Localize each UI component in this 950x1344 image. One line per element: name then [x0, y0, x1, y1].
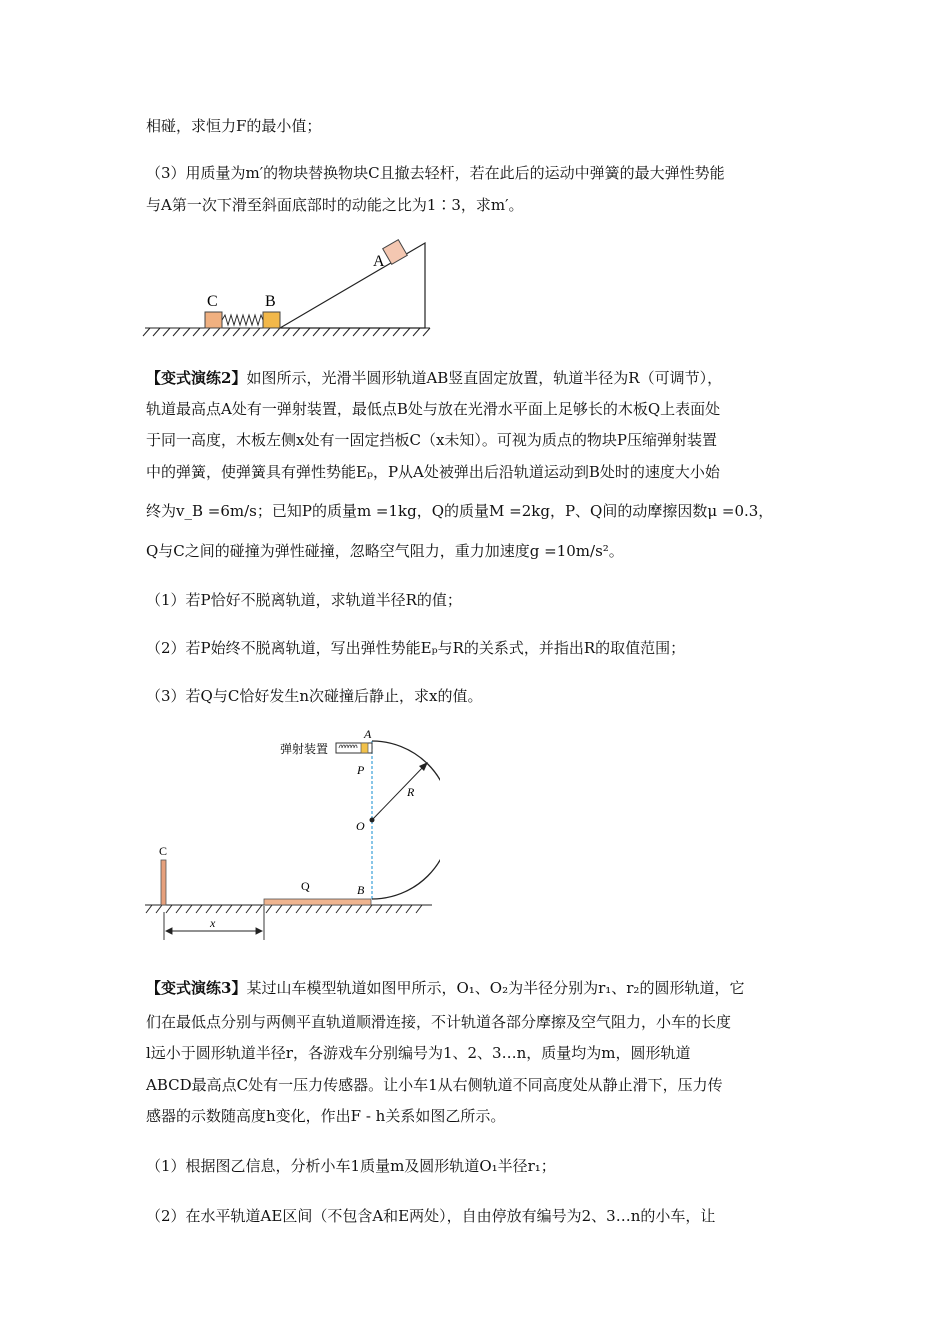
semicircle-track: [372, 741, 440, 899]
variant2-question-2: （2）若P始终不脱离轨道，写出弹性势能Eₚ与R的关系式，并指出R的取值范围；: [146, 639, 686, 657]
ground-hatching: [145, 905, 432, 913]
variant2-line5: 终为v_B =6m/s；已知P的质量m =1kg，Q的质量M =2kg，P、Q间的动摩擦因数μ =0.3，: [146, 502, 774, 520]
label-c: C: [159, 844, 168, 858]
ground-hatching: [143, 328, 430, 336]
variant3-line2: 们在最低点分别与两侧平直轨道顺滑连接，不计轨道各部分摩擦及空气阻力，小车的长度: [146, 1013, 732, 1031]
variant3-heading: 【变式演练3】: [146, 979, 247, 997]
variant3-question-1: （1）根据图乙信息，分析小车1质量m及圆形轨道O₁半径r₁；: [146, 1157, 556, 1175]
variant3-line3: l远小于圆形轨道半径r，各游戏车分别编号为1、2、3…n，质量均为m，圆形轨道: [146, 1044, 691, 1062]
variant3-line4: ABCD最高点C处有一压力传感器。让小车1从右侧轨道不同高度处从静止滑下，压力传: [146, 1076, 723, 1094]
variant2-heading: 【变式演练2】: [146, 369, 247, 387]
label-a: A: [373, 253, 385, 270]
variant2-line1: 【变式演练2】如图所示，光滑半圆形轨道AB竖直固定放置，轨道半径为R（可调节），: [146, 369, 723, 387]
label-c: C: [207, 293, 218, 310]
variant2-question-1: （1）若P恰好不脱离轨道，求轨道半径R的值；: [146, 591, 462, 609]
problem1-line3: 与A第一次下滑至斜面底部时的动能之比为1∶3，求m′。: [146, 196, 524, 214]
label-b: B: [265, 293, 276, 310]
spring: [222, 315, 263, 325]
variant2-question-3: （3）若Q与C恰好发生n次碰撞后静止，求x的值。: [146, 687, 483, 705]
variant3-line1: 【变式演练3】某过山车模型轨道如图甲所示，O₁、O₂为半径分别为r₁、r₂的圆形轨道，它: [146, 979, 745, 997]
label-x: x: [210, 916, 216, 930]
label-o: O: [356, 819, 365, 833]
launcher-label: 弹射装置: [280, 742, 329, 756]
label-q: Q: [301, 879, 310, 893]
variant2-line3: 于同一高度，木板左侧x处有一固定挡板C（x未知）。可视为质点的物块P压缩弹射装置: [146, 431, 717, 449]
problem1-line1: 相碰，求恒力F的最小值；: [146, 117, 322, 135]
variant3-question-2: （2）在水平轨道AE区间（不包含A和E两处），自由停放有编号为2、3…n的小车，让: [146, 1207, 716, 1225]
label-b: B: [357, 883, 365, 897]
label-a: A: [364, 727, 372, 741]
figure1-incline-diagram: [140, 235, 440, 345]
block-b: [263, 312, 280, 328]
variant3-line5: 感器的示数随高度h变化，作出F - h关系如图乙所示。: [146, 1107, 506, 1125]
problem1-line2: （3）用质量为m′的物块替换物块C且撤去轻杆，若在此后的运动中弹簧的最大弹性势能: [146, 164, 725, 182]
block-c: [205, 312, 222, 328]
figure2-track-diagram: [140, 722, 440, 944]
variant2-line2: 轨道最高点A处有一弹射装置，最低点B处与放在光滑水平面上足够长的木板Q上表面处: [146, 400, 721, 418]
board-q: [264, 899, 371, 905]
label-r: R: [407, 785, 415, 799]
label-p: P: [357, 763, 365, 777]
variant2-line4: 中的弹簧，使弹簧具有弹性势能Eₚ，P从A处被弹出后沿轨道运动到B处时的速度大小始: [146, 463, 720, 481]
barrier-c: [161, 860, 166, 905]
variant2-line6: Q与C之间的碰撞为弹性碰撞，忽略空气阻力，重力加速度g =10m/s²。: [146, 542, 624, 560]
radius-arrow: [372, 765, 425, 820]
block-p: [361, 743, 368, 753]
